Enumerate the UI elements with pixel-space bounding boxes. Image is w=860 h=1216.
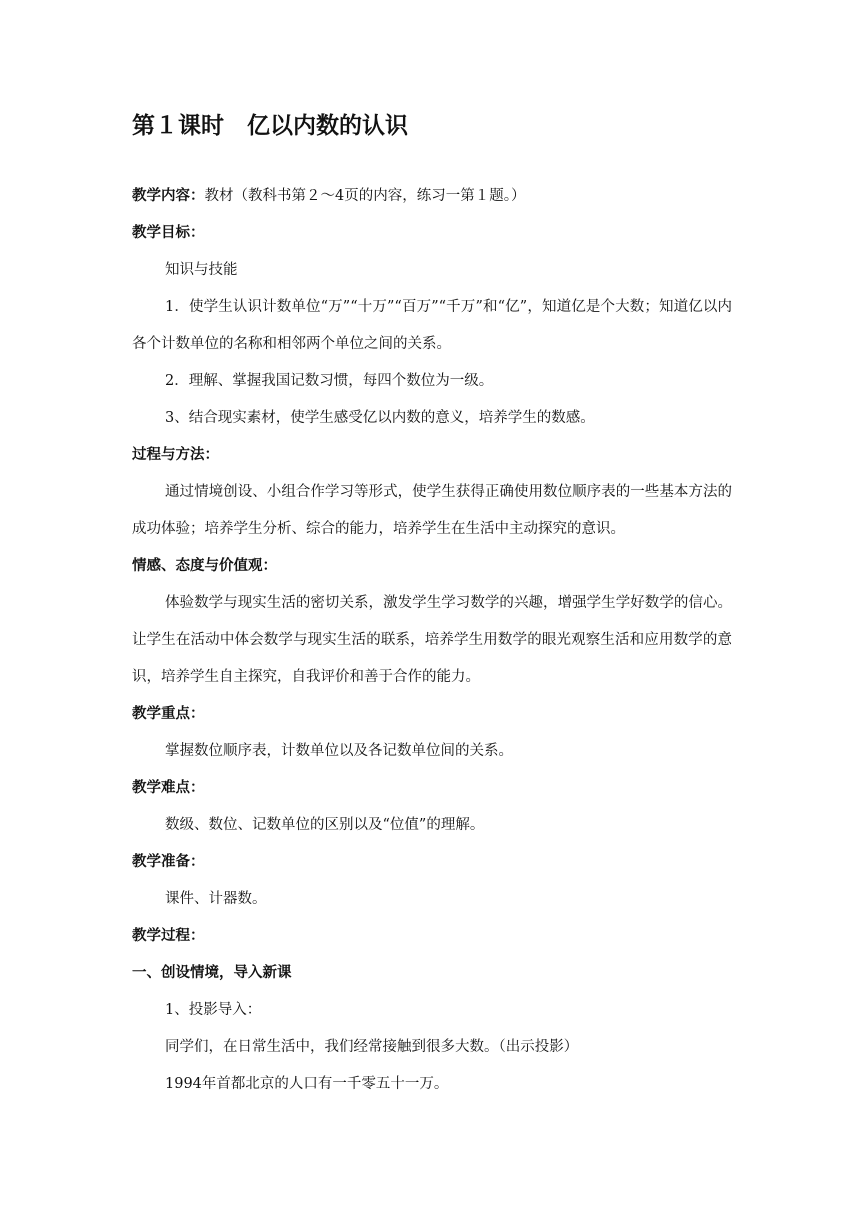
procedure-section-1: 一、创设情境，导入新课 [132, 965, 292, 981]
page-title: 第１课时 亿以内数的认识 [132, 113, 408, 139]
process-method-heading: 过程与方法： [132, 447, 219, 463]
teaching-content-label: 教学内容： [132, 188, 205, 204]
objective-item-1: 1．使学生认识计数单位“万”“十万”“百万”“千万”和“亿”，知道亿是个大数；知道亿以内各个计数单位的名称和相邻两个单位之间的关系。 [132, 299, 732, 352]
key-points-text: 掌握数位顺序表，计数单位以及各记数单位间的关系。 [165, 743, 513, 759]
emotion-heading: 情感、态度与价值观： [132, 558, 277, 574]
teaching-content [132, 178, 732, 215]
process-method-text: 通过情境创设、小组合作学习等形式，使学生获得正确使用数位顺序表的一些基本方法的成功体验；培养学生分析、综合的能力，培养学生在生活中主动探究的意识。 [132, 484, 732, 537]
procedure-heading: 教学过程： [132, 928, 205, 944]
objectives-subheading: 知识与技能 [165, 262, 238, 278]
preparation-text: 课件、计器数。 [165, 891, 267, 907]
procedure-step-1: 1、投影导入： [165, 1002, 262, 1018]
objectives-heading: 教学目标： [132, 225, 205, 241]
emotion-text: 体验数学与现实生活的密切关系，激发学生学习数学的兴趣，增强学生学好数学的信心。让学生在活动中体会数学与现实生活的联系，培养学生用数学的眼光观察生活和应用数学的意识，培养学生自主探究，自我评价和善于合作的能力。 [132, 595, 732, 685]
procedure-line-1: 同学们，在日常生活中，我们经常接触到很多大数。（出示投影） [165, 1039, 579, 1055]
teaching-content-text: 教材（教科书第２～4页的内容，练习一第１题。） [204, 188, 526, 204]
objective-item-2: 2．理解、掌握我国记数习惯，每四个数位为一级。 [165, 373, 494, 389]
difficulties-text: 数级、数位、记数单位的区别以及“位值”的理解。 [165, 817, 485, 833]
document-page [132, 108, 732, 1103]
key-points-heading: 教学重点： [132, 706, 205, 722]
objective-item-3: 3、结合现实素材，使学生感受亿以内数的意义，培养学生的数感。 [165, 410, 595, 426]
difficulties-heading: 教学难点： [132, 780, 205, 796]
procedure-line-2: 1994年首都北京的人口有一千零五十一万。 [165, 1076, 449, 1092]
preparation-heading: 教学准备： [132, 854, 205, 870]
